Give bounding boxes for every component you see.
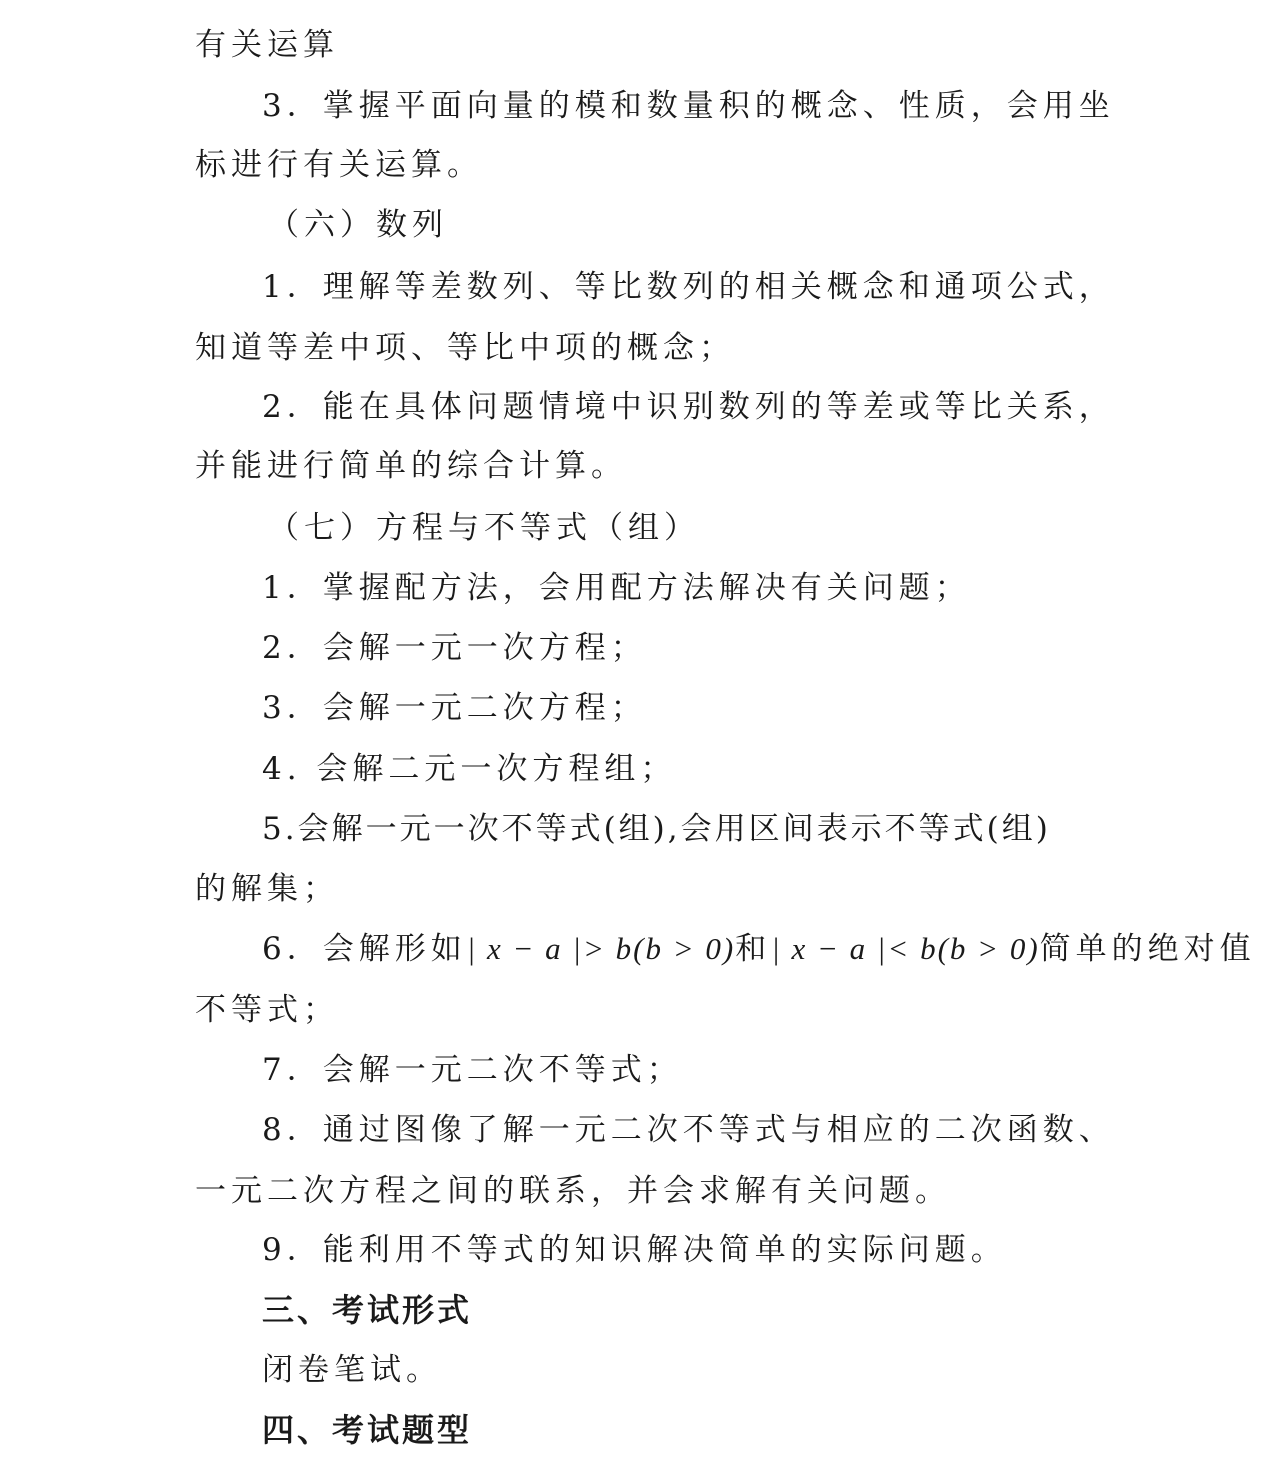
inequality-formula-greater: | x − a |> b(b > 0) bbox=[466, 931, 736, 966]
item-9-equations: 9．能利用不等式的知识解决简单的实际问题。 bbox=[262, 1232, 1007, 1268]
item-2-equations: 2．会解一元一次方程； bbox=[262, 630, 647, 666]
item-6-middle: 和 bbox=[735, 931, 772, 967]
item-6-suffix: 简单的绝对值 bbox=[1039, 931, 1256, 967]
section-heading-sequences: （六）数列 bbox=[268, 207, 448, 243]
inequality-formula-less: | x − a |< b(b > 0) bbox=[771, 931, 1040, 966]
item-1-equations: 1．掌握配方法，会用配方法解决有关问题； bbox=[262, 570, 971, 606]
section-heading-equations: （七）方程与不等式（组） bbox=[268, 510, 700, 546]
item-4-equations: 4. 会解二元一次方程组； bbox=[262, 751, 677, 787]
text-line-continued: 并能进行简单的综合计算。 bbox=[195, 448, 627, 484]
text-line-continued: 一元二次方程之间的联系，并会求解有关问题。 bbox=[195, 1173, 951, 1209]
item-5-equations: 5.会解一元一次不等式(组),会用区间表示不等式(组) bbox=[262, 811, 1051, 847]
item-3-equations: 3．会解一元二次方程； bbox=[262, 690, 647, 726]
text-line-continued: 标进行有关运算。 bbox=[195, 147, 483, 183]
item-6-equations bbox=[262, 929, 1256, 969]
item-8-equations: 8．通过图像了解一元二次不等式与相应的二次函数、 bbox=[262, 1112, 1115, 1148]
item-2-sequences: 2．能在具体问题情境中识别数列的等差或等比关系， bbox=[262, 389, 1115, 425]
exam-format-text: 闭卷笔试。 bbox=[262, 1352, 442, 1388]
chapter-heading-exam-format: 三、考试形式 bbox=[262, 1291, 473, 1329]
item-7-equations: 7．会解一元二次不等式； bbox=[262, 1052, 683, 1088]
item-1-sequences: 1．理解等差数列、等比数列的相关概念和通项公式， bbox=[262, 269, 1115, 305]
chapter-heading-exam-question-types: 四、考试题型 bbox=[262, 1411, 473, 1449]
item-6-prefix: 6．会解形如 bbox=[262, 931, 467, 967]
text-line-continued: 知道等差中项、等比中项的概念； bbox=[195, 330, 735, 366]
text-line-continued: 有关运算 bbox=[195, 27, 339, 63]
text-line-continued: 不等式； bbox=[195, 992, 339, 1028]
item-3-vector-norm: 3．掌握平面向量的模和数量积的概念、性质，会用坐 bbox=[262, 88, 1115, 124]
text-line-continued: 的解集； bbox=[195, 871, 339, 907]
